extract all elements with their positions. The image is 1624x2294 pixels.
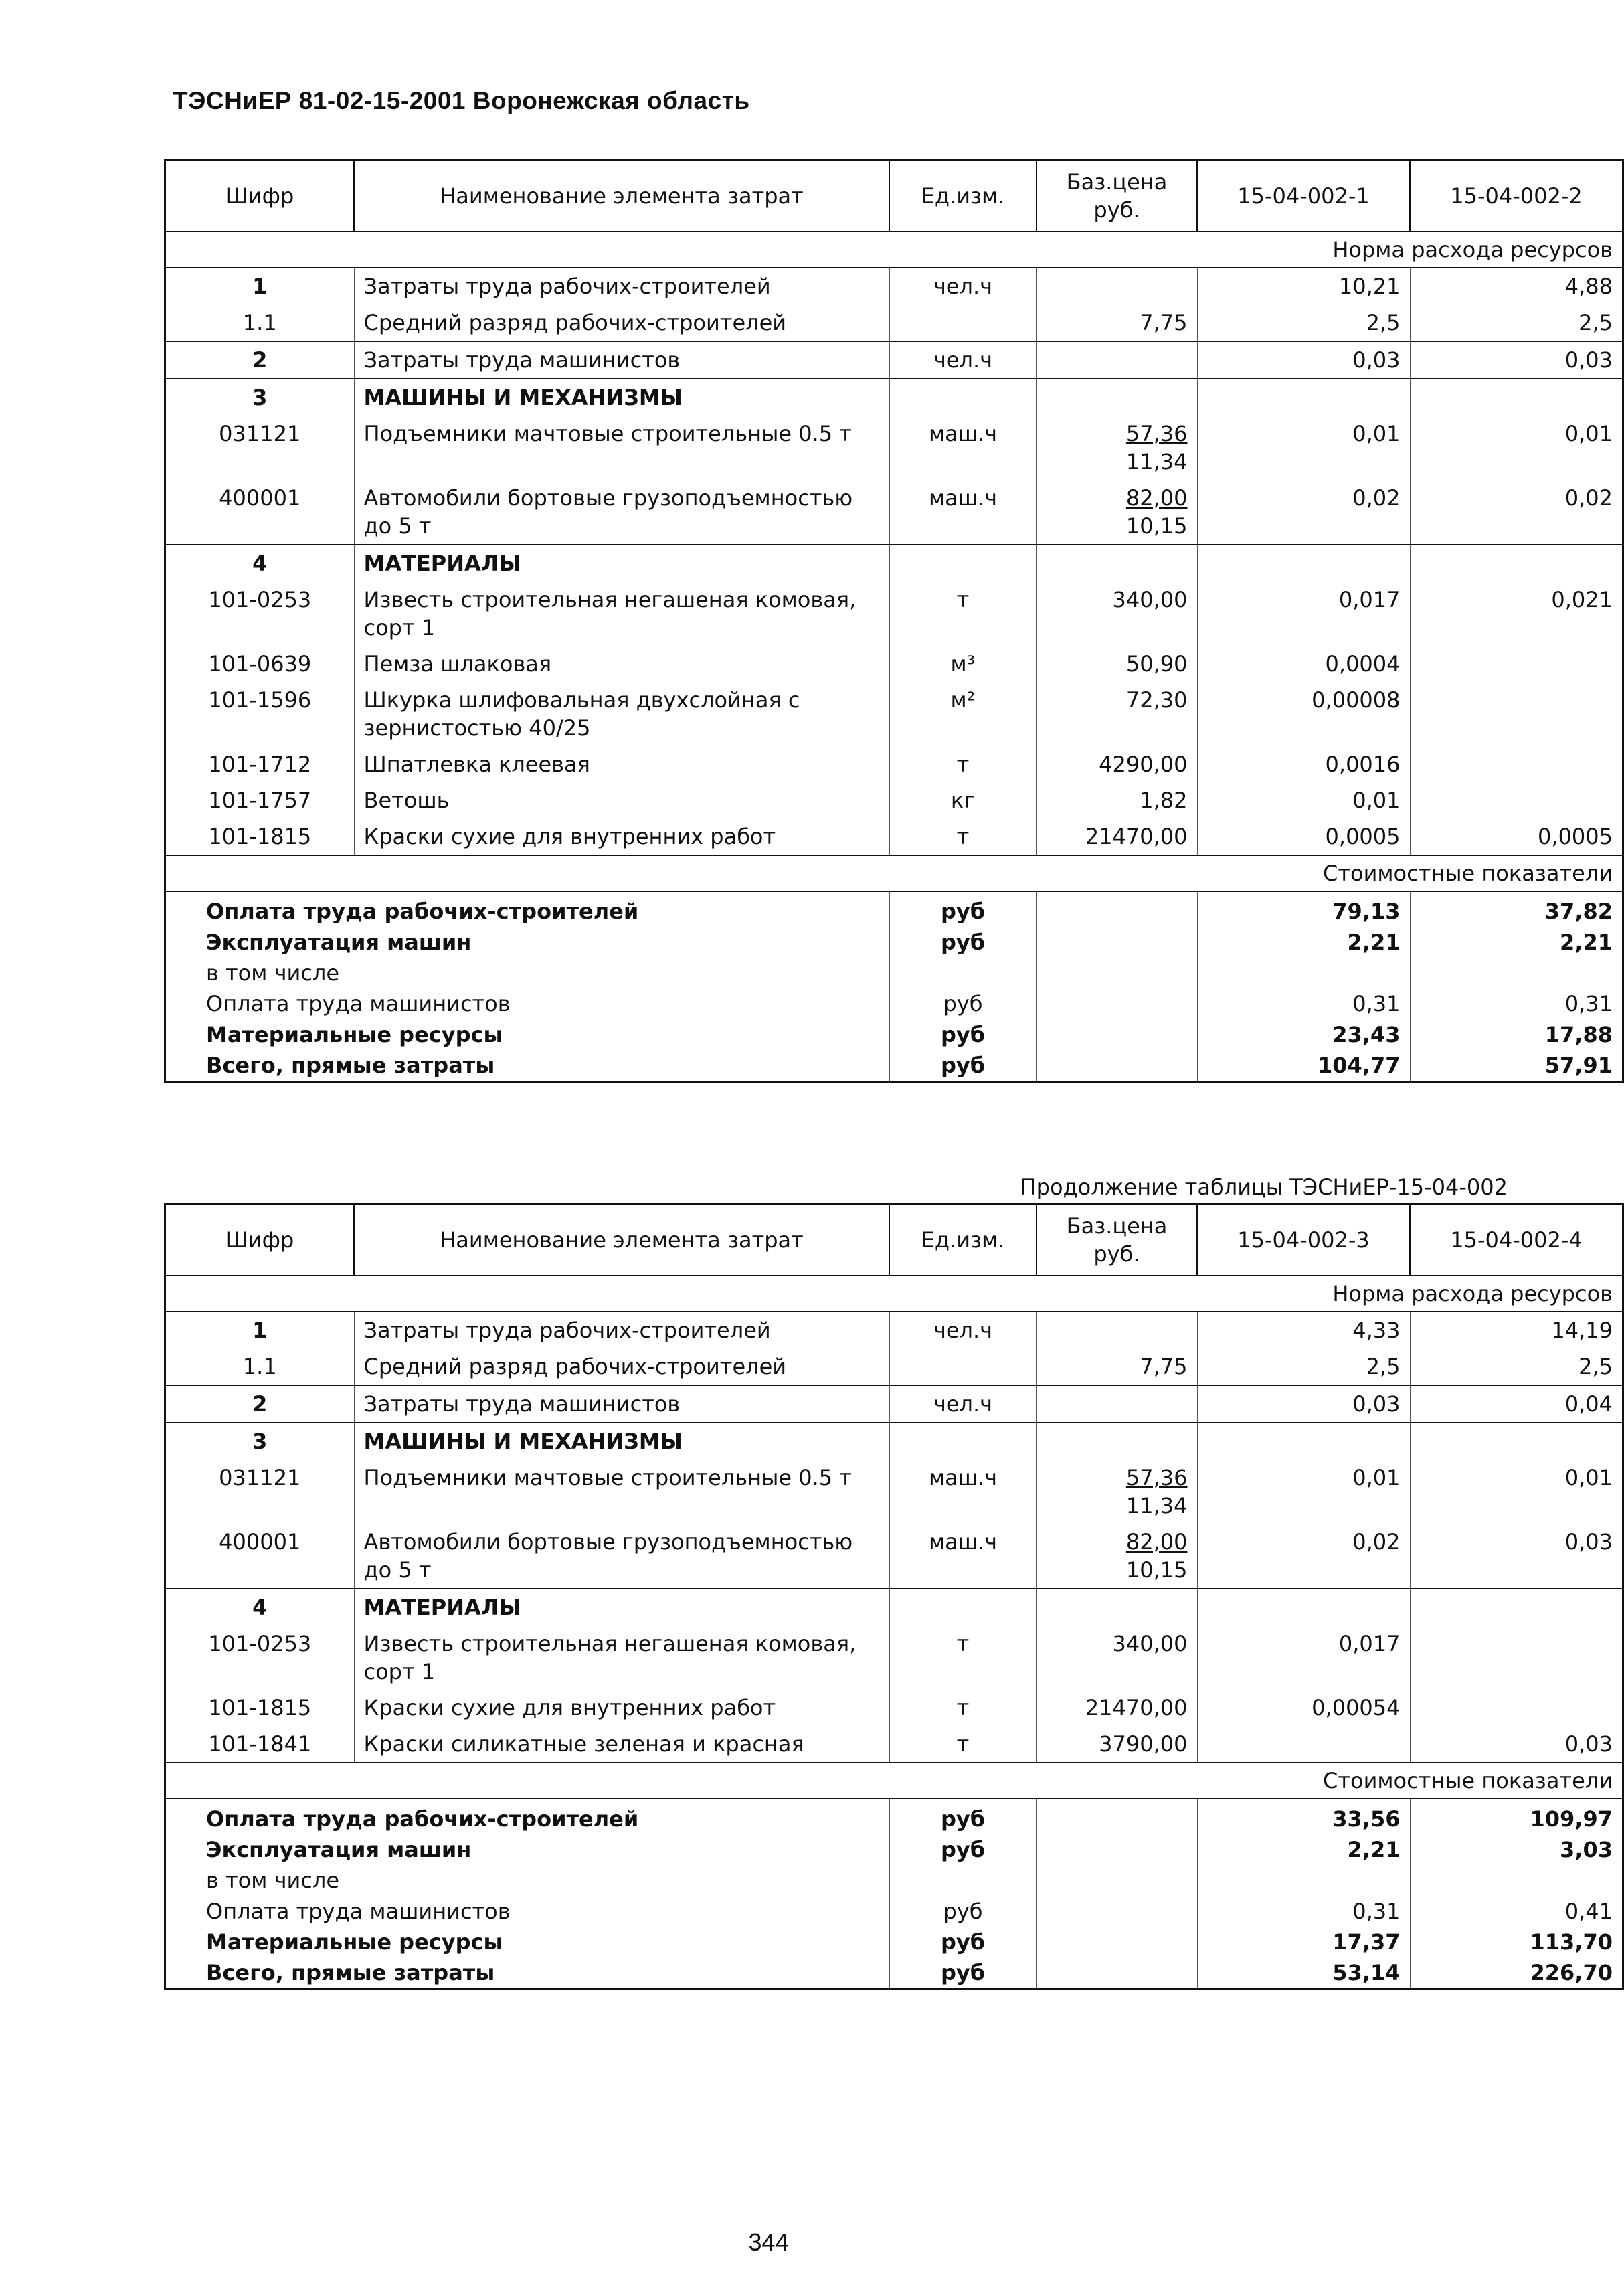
cost-price xyxy=(1036,988,1197,1019)
cost-row xyxy=(165,988,1623,1019)
header-name: Наименование элемента затрат xyxy=(354,1205,889,1276)
row-value-b: 0,03 xyxy=(1410,341,1623,379)
page-title: ТЭСНиЕР 81-02-15-2001 Воронежская область xyxy=(173,87,750,114)
cost-price xyxy=(1036,1957,1197,1990)
row-name: Известь строительная негашеная комовая, сорт 1 xyxy=(354,582,889,646)
header-unit: Ед.изм. xyxy=(889,1205,1036,1276)
row-unit: т xyxy=(889,1690,1036,1726)
cost-row xyxy=(165,927,1623,958)
row-value-b xyxy=(1410,646,1623,682)
row-unit xyxy=(889,545,1036,582)
cost-value-a: 2,21 xyxy=(1197,1834,1410,1865)
cost-value-b xyxy=(1410,1865,1623,1896)
cost-value-b: 226,70 xyxy=(1410,1957,1623,1990)
row-value-a: 0,02 xyxy=(1197,1524,1410,1589)
table-row xyxy=(165,1690,1623,1726)
row-price-top: 57,36 xyxy=(1125,421,1188,446)
row-price xyxy=(1036,416,1197,480)
row-price xyxy=(1036,1690,1197,1726)
cost-label: Всего, прямые затраты xyxy=(165,1050,890,1082)
table-row xyxy=(165,582,1623,646)
header-col-a: 15-04-002-1 xyxy=(1197,161,1410,232)
cost-unit: руб xyxy=(889,1927,1036,1957)
row-value-a: 0,00008 xyxy=(1197,682,1410,746)
cost-value-b: 17,88 xyxy=(1410,1019,1623,1050)
table-row xyxy=(165,682,1623,746)
header-col-b: 15-04-002-2 xyxy=(1410,161,1623,232)
row-price xyxy=(1036,304,1197,341)
cost-value-b: 109,97 xyxy=(1410,1799,1623,1834)
cost-row xyxy=(165,891,1623,927)
table-row xyxy=(165,1312,1623,1348)
row-value-b: 2,5 xyxy=(1410,1348,1623,1385)
band-resources xyxy=(165,1275,1623,1312)
row-name: Краски силикатные зеленая и красная xyxy=(354,1726,889,1763)
row-price-bottom: 72,30 xyxy=(1125,687,1188,713)
cost-row xyxy=(165,1834,1623,1865)
cost-row xyxy=(165,1927,1623,1957)
cost-price xyxy=(1036,1865,1197,1896)
cost-value-a: 79,13 xyxy=(1197,891,1410,927)
row-value-a xyxy=(1197,1589,1410,1625)
cost-price xyxy=(1036,1927,1197,1957)
row-code: 400001 xyxy=(165,1524,355,1589)
cost-unit xyxy=(889,958,1036,988)
cost-unit: руб xyxy=(889,927,1036,958)
cost-value-a: 0,31 xyxy=(1197,1896,1410,1927)
table-row xyxy=(165,646,1623,682)
row-price xyxy=(1036,682,1197,746)
cost-value-a: 2,21 xyxy=(1197,927,1410,958)
header-code: Шифр xyxy=(165,161,355,232)
row-name: Краски сухие для внутренних работ xyxy=(354,1690,889,1726)
row-price-bottom: 4290,00 xyxy=(1099,752,1188,777)
header-price: Баз.цена руб. xyxy=(1036,1205,1197,1276)
row-unit: чел.ч xyxy=(889,268,1036,304)
row-price-bottom: 50,90 xyxy=(1125,651,1188,677)
row-unit: чел.ч xyxy=(889,1312,1036,1348)
row-code: 1.1 xyxy=(165,304,355,341)
row-unit: чел.ч xyxy=(889,341,1036,379)
row-value-b: 0,02 xyxy=(1410,480,1623,545)
row-price-top: 57,36 xyxy=(1125,1465,1188,1490)
row-price xyxy=(1036,1726,1197,1763)
row-value-a: 0,017 xyxy=(1197,582,1410,646)
row-code: 1 xyxy=(165,268,355,304)
row-name: Подъемники мачтовые строительные 0.5 т xyxy=(354,1460,889,1524)
cost-value-a: 53,14 xyxy=(1197,1957,1410,1990)
band-resources-label: Норма расхода ресурсов xyxy=(165,1275,1623,1312)
row-price xyxy=(1036,1312,1197,1348)
row-price-bottom: 7,75 xyxy=(1140,310,1188,335)
row-value-a: 4,33 xyxy=(1197,1312,1410,1348)
row-value-b: 14,19 xyxy=(1410,1312,1623,1348)
row-value-b xyxy=(1410,1423,1623,1460)
row-value-a: 0,0005 xyxy=(1197,818,1410,855)
row-value-a: 0,02 xyxy=(1197,480,1410,545)
header-col-a: 15-04-002-3 xyxy=(1197,1205,1410,1276)
cost-row xyxy=(165,958,1623,988)
row-price xyxy=(1036,1423,1197,1460)
cost-row xyxy=(165,1865,1623,1896)
table-row xyxy=(165,782,1623,818)
table-row xyxy=(165,268,1623,304)
row-value-a: 0,03 xyxy=(1197,1385,1410,1423)
row-value-b: 2,5 xyxy=(1410,304,1623,341)
row-value-a: 2,5 xyxy=(1197,304,1410,341)
table-row xyxy=(165,545,1623,582)
cost-label: Оплата труда рабочих-строителей xyxy=(165,1799,890,1834)
table-row xyxy=(165,1385,1623,1423)
header-row xyxy=(165,1205,1623,1276)
row-price-bottom: 3790,00 xyxy=(1099,1731,1188,1757)
cost-label: в том числе xyxy=(165,958,890,988)
row-price xyxy=(1036,746,1197,782)
row-unit: маш.ч xyxy=(889,1460,1036,1524)
cost-price xyxy=(1036,927,1197,958)
header-unit: Ед.изм. xyxy=(889,161,1036,232)
cost-label: Оплата труда машинистов xyxy=(165,1896,890,1927)
row-unit: маш.ч xyxy=(889,416,1036,480)
cost-value-b: 2,21 xyxy=(1410,927,1623,958)
row-code: 3 xyxy=(165,1423,355,1460)
cost-unit: руб xyxy=(889,891,1036,927)
row-price-bottom: 7,75 xyxy=(1140,1354,1188,1379)
resource-table-2 xyxy=(164,1203,1624,1990)
row-unit: кг xyxy=(889,782,1036,818)
table-row xyxy=(165,379,1623,416)
row-code: 2 xyxy=(165,1385,355,1423)
row-value-a: 0,00054 xyxy=(1197,1690,1410,1726)
row-unit: т xyxy=(889,582,1036,646)
row-price xyxy=(1036,480,1197,545)
row-name: МАШИНЫ И МЕХАНИЗМЫ xyxy=(354,379,889,416)
row-name: Средний разряд рабочих-строителей xyxy=(354,304,889,341)
row-price xyxy=(1036,268,1197,304)
row-code: 1 xyxy=(165,1312,355,1348)
row-price-bottom: 11,34 xyxy=(1125,1493,1188,1518)
row-code: 101-0639 xyxy=(165,646,355,682)
row-unit: м² xyxy=(889,682,1036,746)
row-unit xyxy=(889,304,1036,341)
row-value-b: 4,88 xyxy=(1410,268,1623,304)
table-row xyxy=(165,341,1623,379)
row-unit: маш.ч xyxy=(889,1524,1036,1589)
cost-value-a xyxy=(1197,1865,1410,1896)
row-code: 101-1596 xyxy=(165,682,355,746)
continuation-caption: Продолжение таблицы ТЭСНиЕР-15-04-002 xyxy=(1020,1174,1508,1200)
row-unit: т xyxy=(889,818,1036,855)
cost-label: в том числе xyxy=(165,1865,890,1896)
row-code: 4 xyxy=(165,1589,355,1625)
row-name: Автомобили бортовые грузоподъемностью до 5 т xyxy=(354,480,889,545)
row-name: Автомобили бортовые грузоподъемностью до 5 т xyxy=(354,1524,889,1589)
row-value-b xyxy=(1410,1589,1623,1625)
row-price-bottom: 340,00 xyxy=(1112,587,1188,612)
cost-value-a: 104,77 xyxy=(1197,1050,1410,1082)
row-value-b xyxy=(1410,1690,1623,1726)
row-value-a xyxy=(1197,545,1410,582)
row-code: 2 xyxy=(165,341,355,379)
cost-label: Эксплуатация машин xyxy=(165,927,890,958)
row-value-a: 10,21 xyxy=(1197,268,1410,304)
cost-row xyxy=(165,1896,1623,1927)
row-price-top: 82,00 xyxy=(1125,485,1188,511)
row-unit: м³ xyxy=(889,646,1036,682)
row-price xyxy=(1036,582,1197,646)
cost-label: Всего, прямые затраты xyxy=(165,1957,890,1990)
row-value-a: 0,01 xyxy=(1197,782,1410,818)
row-price-bottom: 340,00 xyxy=(1112,1631,1188,1656)
table-row xyxy=(165,304,1623,341)
row-value-a: 0,01 xyxy=(1197,1460,1410,1524)
row-price xyxy=(1036,1625,1197,1690)
row-value-b: 0,021 xyxy=(1410,582,1623,646)
row-price xyxy=(1036,1589,1197,1625)
row-price xyxy=(1036,1460,1197,1524)
row-name: Затраты труда машинистов xyxy=(354,341,889,379)
band-costs xyxy=(165,1763,1623,1799)
page-number: 344 xyxy=(748,2228,789,2256)
band-costs-label: Стоимостные показатели xyxy=(165,855,1623,891)
cost-price xyxy=(1036,958,1197,988)
row-price xyxy=(1036,646,1197,682)
cost-unit: руб xyxy=(889,988,1036,1019)
table-row xyxy=(165,1348,1623,1385)
row-unit: маш.ч xyxy=(889,480,1036,545)
cost-unit: руб xyxy=(889,1957,1036,1990)
row-unit: т xyxy=(889,1726,1036,1763)
row-value-a xyxy=(1197,1423,1410,1460)
cost-value-a: 0,31 xyxy=(1197,988,1410,1019)
row-unit xyxy=(889,379,1036,416)
cost-value-b: 0,31 xyxy=(1410,988,1623,1019)
cost-unit: руб xyxy=(889,1019,1036,1050)
table-row xyxy=(165,1726,1623,1763)
cost-row xyxy=(165,1799,1623,1834)
row-value-b xyxy=(1410,379,1623,416)
row-price-bottom: 10,15 xyxy=(1125,1557,1188,1583)
row-unit xyxy=(889,1348,1036,1385)
header-name: Наименование элемента затрат xyxy=(354,161,889,232)
header-price: Баз.цена руб. xyxy=(1036,161,1197,232)
row-code: 101-1757 xyxy=(165,782,355,818)
row-code: 4 xyxy=(165,545,355,582)
band-costs-label: Стоимостные показатели xyxy=(165,1763,1623,1799)
header-row xyxy=(165,161,1623,232)
row-value-b: 0,0005 xyxy=(1410,818,1623,855)
cost-label: Оплата труда машинистов xyxy=(165,988,890,1019)
cost-value-b: 0,41 xyxy=(1410,1896,1623,1927)
row-code: 1.1 xyxy=(165,1348,355,1385)
row-name: МАТЕРИАЛЫ xyxy=(354,1589,889,1625)
row-code: 3 xyxy=(165,379,355,416)
cost-value-b: 57,91 xyxy=(1410,1050,1623,1082)
table-row xyxy=(165,416,1623,480)
row-price xyxy=(1036,1348,1197,1385)
row-value-b xyxy=(1410,782,1623,818)
row-value-b: 0,03 xyxy=(1410,1726,1623,1763)
row-name: Шкурка шлифовальная двухслойная с зернистостью 40/25 xyxy=(354,682,889,746)
row-value-a xyxy=(1197,1726,1410,1763)
cost-row xyxy=(165,1019,1623,1050)
header-col-b: 15-04-002-4 xyxy=(1410,1205,1623,1276)
row-value-b xyxy=(1410,746,1623,782)
cost-label: Эксплуатация машин xyxy=(165,1834,890,1865)
cost-value-a: 23,43 xyxy=(1197,1019,1410,1050)
row-value-b: 0,03 xyxy=(1410,1524,1623,1589)
row-unit xyxy=(889,1423,1036,1460)
row-code: 031121 xyxy=(165,1460,355,1524)
table-row xyxy=(165,1625,1623,1690)
row-value-a: 2,5 xyxy=(1197,1348,1410,1385)
row-name: Ветошь xyxy=(354,782,889,818)
band-resources-label: Норма расхода ресурсов xyxy=(165,232,1623,268)
row-code: 101-0253 xyxy=(165,582,355,646)
cost-price xyxy=(1036,1799,1197,1834)
row-code: 101-1815 xyxy=(165,818,355,855)
cost-value-a xyxy=(1197,958,1410,988)
cost-unit: руб xyxy=(889,1799,1036,1834)
table-row xyxy=(165,480,1623,545)
cost-unit: руб xyxy=(889,1896,1036,1927)
cost-value-b: 3,03 xyxy=(1410,1834,1623,1865)
row-price-top: 82,00 xyxy=(1125,1529,1188,1555)
header-code: Шифр xyxy=(165,1205,355,1276)
cost-value-a: 33,56 xyxy=(1197,1799,1410,1834)
row-name: Подъемники мачтовые строительные 0.5 т xyxy=(354,416,889,480)
cost-label: Материальные ресурсы xyxy=(165,1927,890,1957)
cost-label: Оплата труда рабочих-строителей xyxy=(165,891,890,927)
cost-price xyxy=(1036,1896,1197,1927)
row-price-bottom: 1,82 xyxy=(1140,788,1188,813)
row-value-b xyxy=(1410,1625,1623,1690)
table-row xyxy=(165,746,1623,782)
cost-price xyxy=(1036,1019,1197,1050)
row-name: Затраты труда машинистов xyxy=(354,1385,889,1423)
row-name: Средний разряд рабочих-строителей xyxy=(354,1348,889,1385)
row-price xyxy=(1036,818,1197,855)
band-resources xyxy=(165,232,1623,268)
cost-price xyxy=(1036,1834,1197,1865)
row-value-a: 0,0016 xyxy=(1197,746,1410,782)
table-row xyxy=(165,1460,1623,1524)
cost-price xyxy=(1036,1050,1197,1082)
row-code: 400001 xyxy=(165,480,355,545)
cost-row xyxy=(165,1050,1623,1082)
row-value-a xyxy=(1197,379,1410,416)
row-value-b xyxy=(1410,682,1623,746)
row-price-bottom: 11,34 xyxy=(1125,449,1188,474)
row-price-bottom: 21470,00 xyxy=(1085,824,1188,849)
row-name: Затраты труда рабочих-строителей xyxy=(354,268,889,304)
row-price xyxy=(1036,1524,1197,1589)
cost-row xyxy=(165,1957,1623,1990)
resource-table-1 xyxy=(164,159,1624,1083)
row-price-bottom: 10,15 xyxy=(1125,513,1188,539)
row-value-b xyxy=(1410,545,1623,582)
row-unit xyxy=(889,1589,1036,1625)
table-row xyxy=(165,1423,1623,1460)
row-price xyxy=(1036,545,1197,582)
cost-label: Материальные ресурсы xyxy=(165,1019,890,1050)
row-value-a: 0,0004 xyxy=(1197,646,1410,682)
row-code: 101-1815 xyxy=(165,1690,355,1726)
row-price xyxy=(1036,1385,1197,1423)
row-code: 101-1712 xyxy=(165,746,355,782)
row-name: Пемза шлаковая xyxy=(354,646,889,682)
row-name: МАТЕРИАЛЫ xyxy=(354,545,889,582)
row-value-a: 0,017 xyxy=(1197,1625,1410,1690)
row-price xyxy=(1036,341,1197,379)
band-costs xyxy=(165,855,1623,891)
row-price xyxy=(1036,782,1197,818)
row-unit: чел.ч xyxy=(889,1385,1036,1423)
row-value-b: 0,01 xyxy=(1410,1460,1623,1524)
row-value-a: 0,01 xyxy=(1197,416,1410,480)
row-name: Известь строительная негашеная комовая, сорт 1 xyxy=(354,1625,889,1690)
table-row xyxy=(165,818,1623,855)
row-value-a: 0,03 xyxy=(1197,341,1410,379)
cost-value-b: 113,70 xyxy=(1410,1927,1623,1957)
row-price-bottom: 21470,00 xyxy=(1085,1695,1188,1721)
cost-value-b xyxy=(1410,958,1623,988)
row-value-b: 0,01 xyxy=(1410,416,1623,480)
row-unit: т xyxy=(889,1625,1036,1690)
cost-price xyxy=(1036,891,1197,927)
row-code: 101-0253 xyxy=(165,1625,355,1690)
row-code: 101-1841 xyxy=(165,1726,355,1763)
cost-unit: руб xyxy=(889,1050,1036,1082)
row-unit: т xyxy=(889,746,1036,782)
cost-unit: руб xyxy=(889,1834,1036,1865)
row-name: Шпатлевка клеевая xyxy=(354,746,889,782)
table-row xyxy=(165,1524,1623,1589)
row-name: Затраты труда рабочих-строителей xyxy=(354,1312,889,1348)
row-code: 031121 xyxy=(165,416,355,480)
cost-unit xyxy=(889,1865,1036,1896)
row-name: Краски сухие для внутренних работ xyxy=(354,818,889,855)
row-value-b: 0,04 xyxy=(1410,1385,1623,1423)
cost-value-a: 17,37 xyxy=(1197,1927,1410,1957)
row-price xyxy=(1036,379,1197,416)
cost-value-b: 37,82 xyxy=(1410,891,1623,927)
row-name: МАШИНЫ И МЕХАНИЗМЫ xyxy=(354,1423,889,1460)
table-row xyxy=(165,1589,1623,1625)
